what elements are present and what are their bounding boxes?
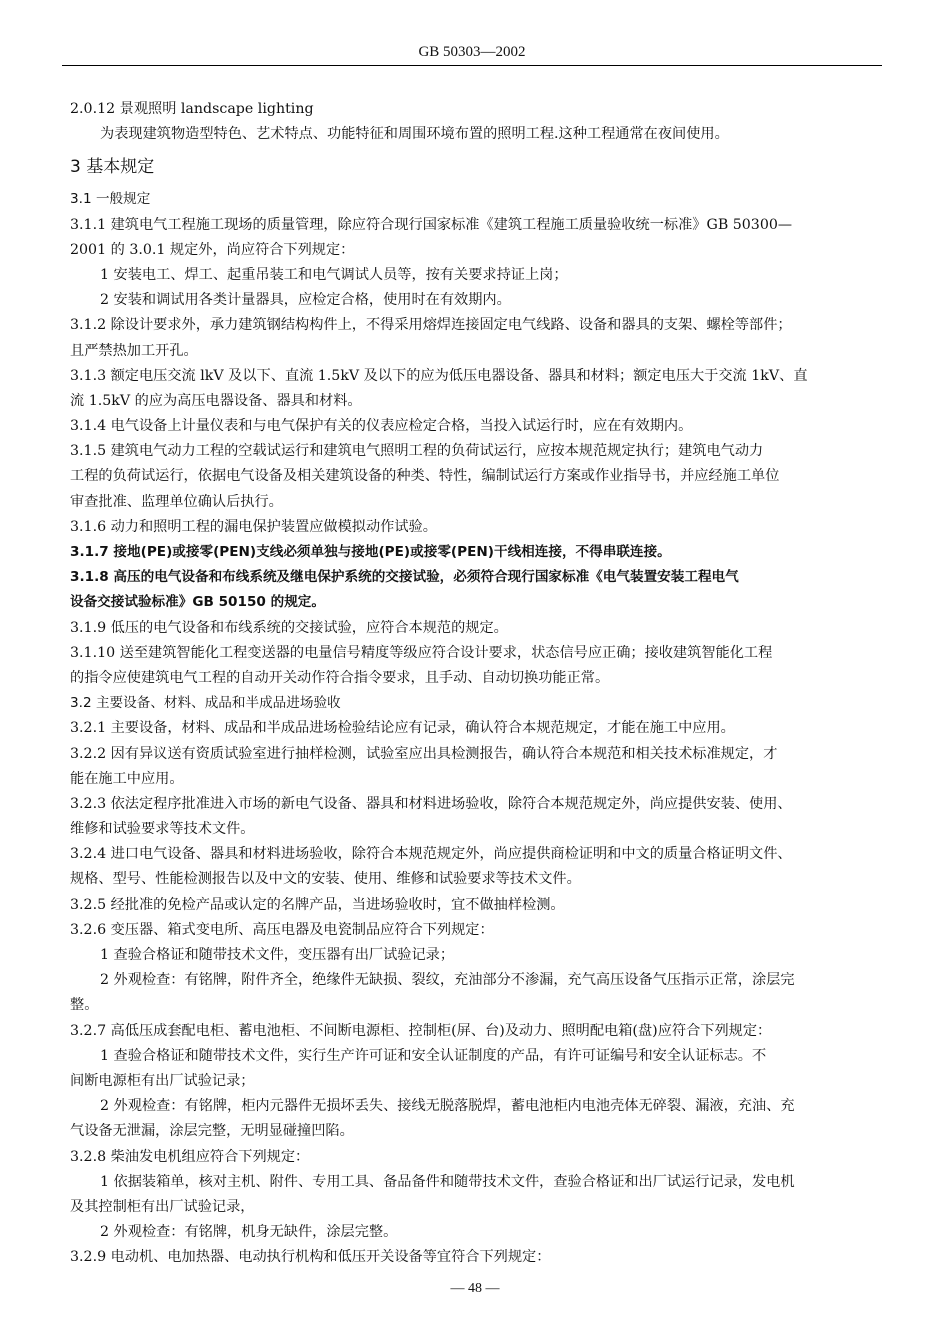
text-line: 3.2.6 变压器、箱式变电所、高压电器及电瓷制品应符合下列规定：	[70, 921, 494, 938]
text-line: 且严禁热加工开孔。	[70, 342, 198, 359]
text-line: 3.2.5 经批准的免检产品或认定的名牌产品，当进场验收时，宜不做抽样检测。	[70, 896, 565, 913]
text-line: 3.1.2 除设计要求外，承力建筑钢结构构件上，不得采用熔焊连接固定电气线路、设备和器具的支架、螺栓等部件；	[70, 317, 792, 334]
text-line: 气设备无泄漏，涂层完整，无明显碰撞凹陷。	[70, 1123, 354, 1140]
chapter-heading: 3 基本规定	[70, 157, 155, 178]
text-line: 及其控制柜有出厂试验记录，	[70, 1198, 255, 1215]
text-line: 3.2.8 柴油发电机组应符合下列规定：	[70, 1148, 310, 1165]
text-line: 3.1.5 建筑电气动力工程的空载试运行和建筑电气照明工程的负荷试运行，应按本规范规定执行；建筑电气动力	[70, 443, 764, 460]
text-line: 2 安装和调试用各类计量器具，应检定合格，使用时在有效期内。	[100, 292, 511, 309]
text-line: 整。	[70, 997, 99, 1014]
text-line: 为表现建筑物造型特色、艺术特点、功能特征和周围环境布置的照明工程.这种工程通常在夜间使用。	[100, 126, 729, 143]
text-line: 3.1.4 电气设备上计量仪表和与电气保护有关的仪表应检定合格，当投入试运行时，应在有效期内。	[70, 418, 693, 435]
text-line: 3.1.3 额定电压交流 lkV 及以下、直流 1.5kV 及以下的应为低压电器设备、器具和材料；额定电压大于交流 1kV、直	[70, 367, 808, 384]
text-line: 3.2.4 进口电气设备、器具和材料进场验收，除符合本规范规定外，尚应提供商检证明和中文的质量合格证明文件、	[70, 846, 792, 863]
text-line: 2 外观检查：有铭牌，机身无缺件，涂层完整。	[100, 1224, 398, 1241]
text-line: 3.1.9 低压的电气设备和布线系统的交接试验，应符合本规范的规定。	[70, 619, 508, 636]
header-rule	[62, 65, 882, 66]
page-header: GB 50303—2002	[418, 44, 526, 60]
text-line: 2 外观检查：有铭牌，柜内元器件无损坏丢失、接线无脱落脱焊，蓄电池柜内电池壳体无碎裂、漏液，充油、充	[100, 1098, 795, 1115]
text-line: 1 查验合格证和随带技术文件，实行生产许可证和安全认证制度的产品，有许可证编号和安全认证标志。不	[100, 1047, 767, 1064]
text-line: 3.1.8 高压的电气设备和布线系统及继电保护系统的交接试验，必须符合现行国家标准《电气装置安装工程电气	[70, 569, 739, 586]
text-line: 3.2.7 高低压成套配电柜、蓄电池柜、不间断电源柜、控制柜(屏、台)及动力、照明配电箱(盘)应符合下列规定：	[70, 1022, 772, 1039]
text-line: 能在施工中应用。	[70, 770, 184, 787]
text-line: 工程的负荷试运行，依据电气设备及相关建筑设备的种类、特性，编制试运行方案或作业指导书，并应经施工单位	[70, 468, 780, 485]
text-line: 规格、型号、性能检测报告以及中文的安装、使用、维修和试验要求等技术文件。	[70, 871, 581, 888]
section-heading: 3.2 主要设备、材料、成品和半成品进场验收	[70, 695, 341, 712]
text-line: 3.1.7 接地(PE)或接零(PEN)支线必须单独与接地(PE)或接零(PEN)干线相连接，不得串联连接。	[70, 544, 671, 560]
text-line: 3.2.9 电动机、电加热器、电动执行机构和低压开关设备等宜符合下列规定：	[70, 1249, 551, 1266]
text-line: 2001 的 3.0.1 规定外，尚应符合下列规定：	[70, 241, 355, 258]
text-line: 间断电源柜有出厂试验记录；	[70, 1072, 255, 1089]
text-line: 3.1.6 动力和照明工程的漏电保护装置应做模拟动作试验。	[70, 518, 437, 535]
section-heading: 3.1 一般规定	[70, 191, 151, 208]
text-line: 1 查验合格证和随带技术文件，变压器有出厂试验记录；	[100, 947, 455, 963]
page-number: — 48 —	[450, 1281, 500, 1296]
text-line: 1 依据装箱单，核对主机、附件、专用工具、备品备件和随带技术文件，查验合格证和出厂试运行记录，发电机	[100, 1173, 795, 1190]
text-line: 流 1.5kV 的应为高压电器设备、器具和材料。	[70, 392, 362, 409]
text-line: 3.2.1 主要设备，材料、成品和半成品进场检验结论应有记录，确认符合本规范规定，才能在施工中应用。	[70, 720, 735, 737]
text-line: 3.2.3 依法定程序批准进入市场的新电气设备、器具和材料进场验收，除符合本规范规定外，尚应提供安装、使用、	[70, 795, 792, 812]
document-body	[70, 97, 888, 1270]
text-line: 审查批准、监理单位确认后执行。	[70, 493, 283, 510]
text-line: 1 安装电工、焊工、起重吊装工和电气调试人员等，按有关要求持证上岗；	[100, 266, 568, 283]
text-line: 设备交接试验标准》GB 50150 的规定。	[70, 594, 325, 611]
text-line: 3.2.2 因有异议送有资质试验室进行抽样检测，试验室应出具检测报告，确认符合本规范和相关技术标准规定，才	[70, 745, 778, 762]
text-line: 的指令应使建筑电气工程的自动开关动作符合指令要求，且手动、自动切换功能正常。	[70, 669, 610, 686]
text-line: 3.1.1 建筑电气工程施工现场的质量管理，除应符合现行国家标准《建筑工程施工质量验收统一标准》GB 50300—	[70, 216, 793, 233]
text-line: 维修和试验要求等技术文件。	[70, 821, 255, 838]
text-line: 3.1.10 送至建筑智能化工程变送器的电量信号精度等级应符合设计要求，状态信号应正确；接收建筑智能化工程	[70, 644, 773, 661]
text-line: 2 外观检查：有铭牌，附件齐全，绝缘件无缺损、裂纹，充油部分不渗漏，充气高压设备气压指示正常，涂层完	[100, 972, 795, 989]
text-line: 2.0.12 景观照明 landscape lighting	[70, 101, 314, 117]
